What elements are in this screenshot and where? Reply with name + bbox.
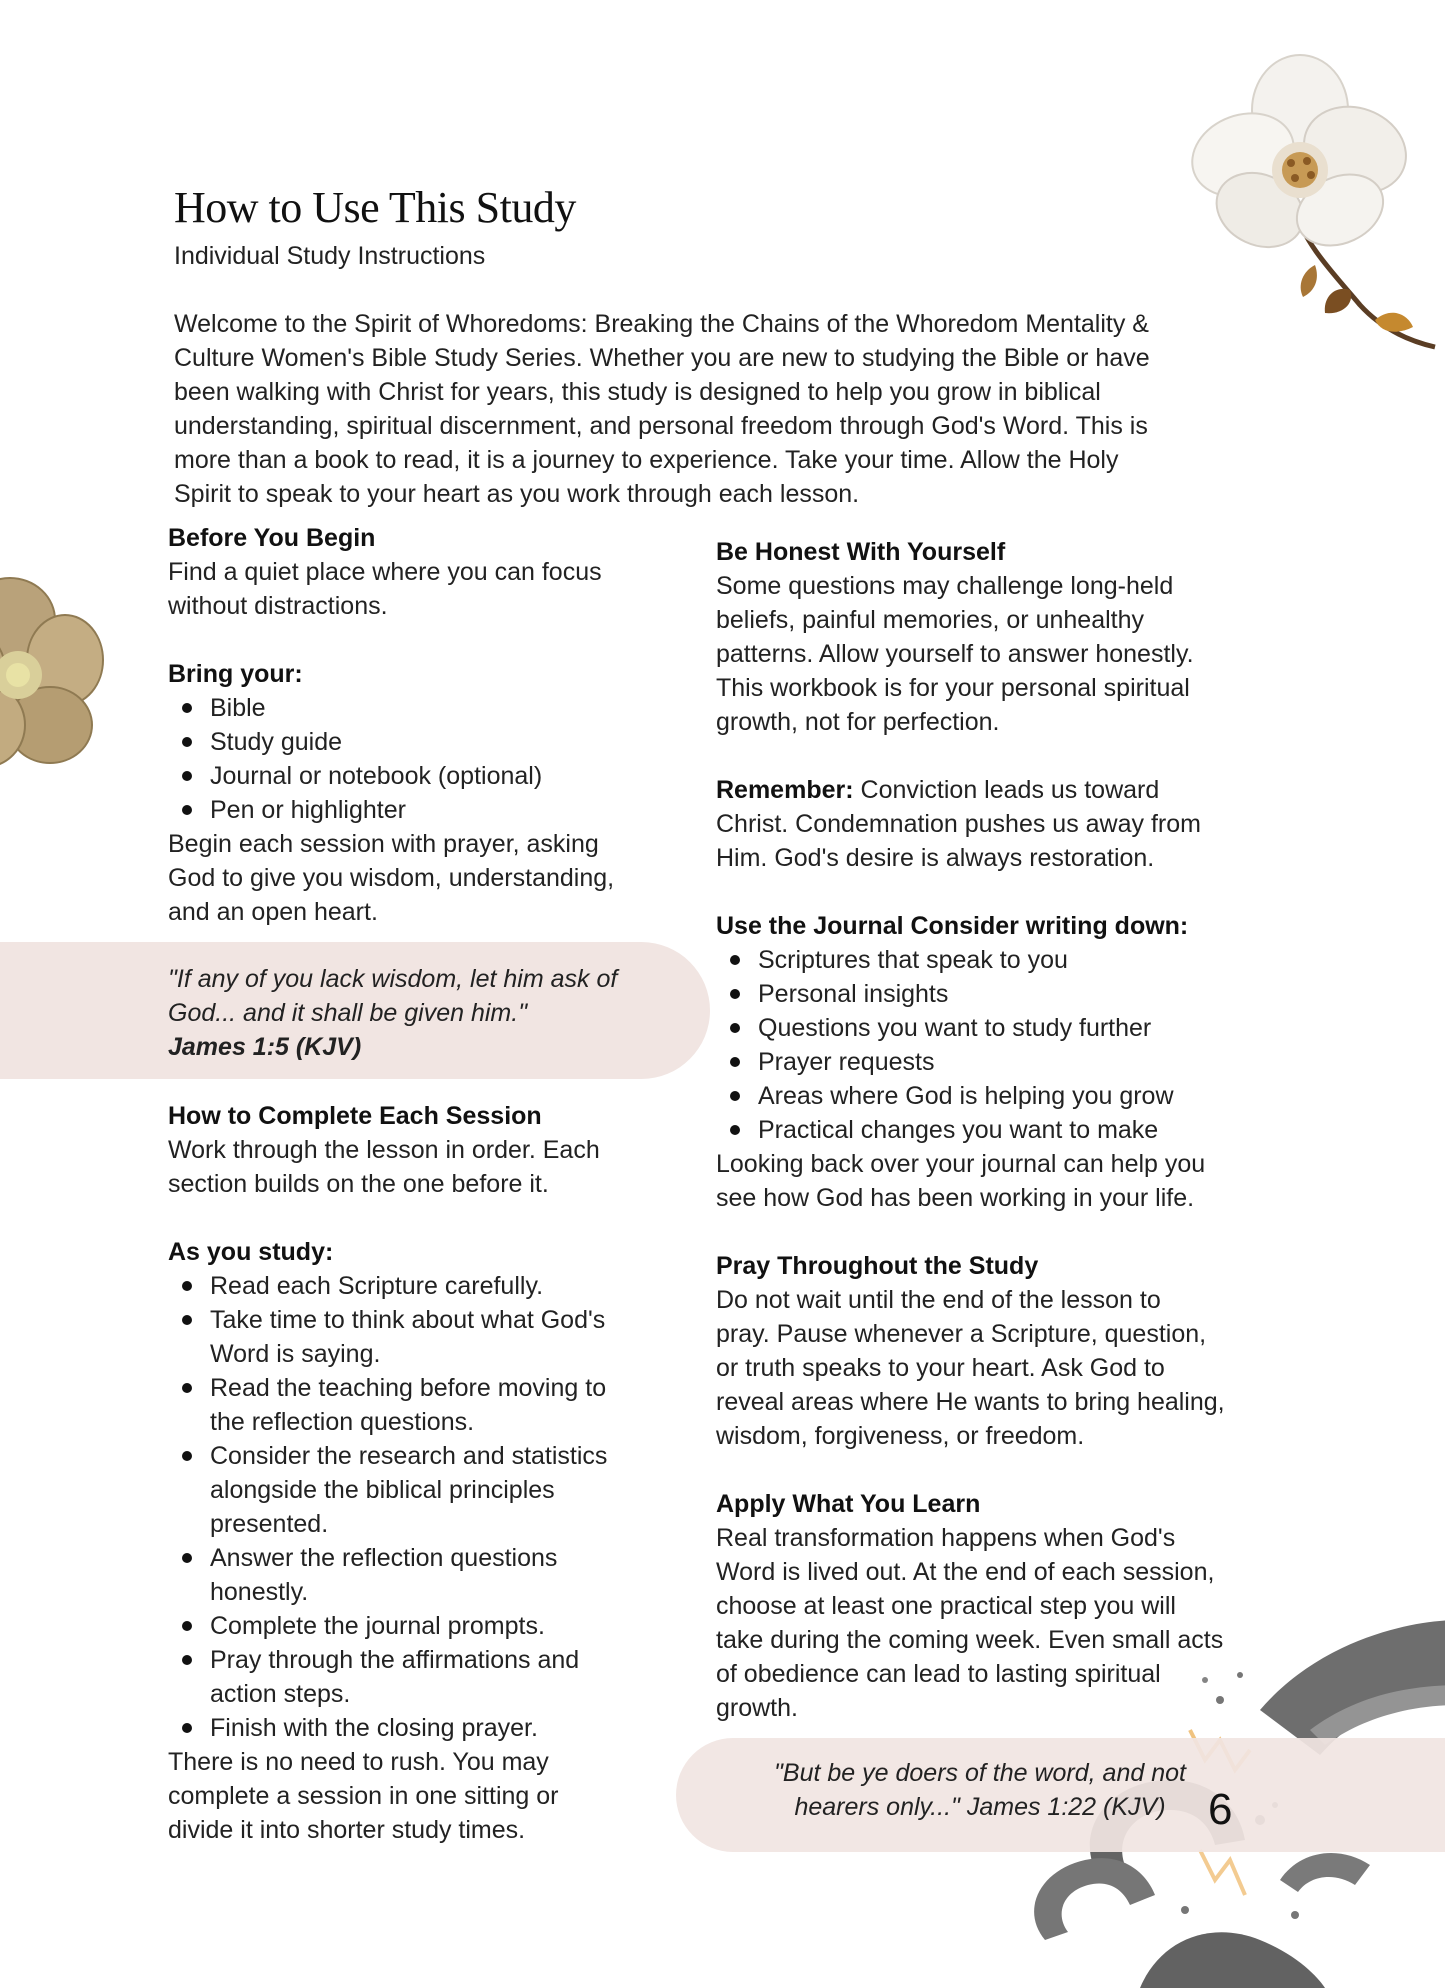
list-item: Areas where God is helping you grow	[716, 1079, 1286, 1113]
page-subtitle: Individual Study Instructions	[174, 242, 486, 270]
bullet-icon	[182, 1315, 192, 1325]
section-heading-apply: Apply What You Learn	[716, 1490, 981, 1518]
list-item: Answer the reflection questions honestly.	[168, 1541, 708, 1609]
text-line: growth.	[716, 1694, 798, 1722]
text-line: There is no need to rush. You may	[168, 1748, 549, 1776]
remember-line	[716, 773, 1286, 807]
bullet-icon	[730, 955, 740, 965]
text-line: pray. Pause whenever a Scripture, question,	[716, 1320, 1207, 1348]
intro-line: been walking with Christ for years, this study is designed to help you grow in biblical	[174, 378, 1101, 406]
scripture-quote-james-1-5	[168, 962, 617, 1064]
list-item: Practical changes you want to make	[716, 1113, 1286, 1147]
intro-line: understanding, spiritual discernment, and personal freedom through God's Word. This is	[174, 412, 1148, 440]
text-line: see how God has been working in your life.	[716, 1184, 1195, 1212]
bullet-icon	[730, 1057, 740, 1067]
intro-line: Welcome to the Spirit of Whoredoms: Breaking the Chains of the Whoredom Mentality &	[174, 310, 1149, 338]
quote-line: "If any of you lack wisdom, let him ask of	[168, 965, 618, 993]
bullet-icon	[182, 1451, 192, 1461]
section-heading-use-journal: Use the Journal Consider writing down:	[716, 912, 1189, 940]
bullet-icon	[182, 1655, 192, 1665]
text-line: without distractions.	[168, 592, 388, 620]
bullet-icon	[730, 1125, 740, 1135]
bullet-icon	[182, 1281, 192, 1291]
text-line: growth, not for perfection.	[716, 708, 1000, 736]
gold-flower-icon	[0, 575, 105, 775]
bullet-icon	[730, 989, 740, 999]
list-item: Pray through the affirmations and action steps.	[168, 1643, 708, 1711]
bullet-icon	[182, 737, 192, 747]
quote-reference: James 1:5 (KJV)	[168, 1033, 362, 1061]
bullet-icon	[730, 1023, 740, 1033]
bullet-icon	[182, 1383, 192, 1393]
list-item: Study guide	[168, 725, 708, 759]
section-heading-as-you-study: As you study:	[168, 1238, 334, 1266]
list-item: Bible	[168, 691, 708, 725]
text-line: complete a session in one sitting or	[168, 1782, 559, 1810]
bullet-icon	[182, 771, 192, 781]
list-item: Read the teaching before moving to the reflection questions.	[168, 1371, 708, 1439]
text-line: Some questions may challenge long-held	[716, 572, 1174, 600]
text-line: Him. God's desire is always restoration.	[716, 844, 1155, 872]
bullet-icon	[730, 1091, 740, 1101]
text-line: and an open heart.	[168, 898, 378, 926]
left-column	[168, 521, 708, 1847]
text-line: Word is lived out. At the end of each session,	[716, 1558, 1215, 1586]
text-line: section builds on the one before it.	[168, 1170, 549, 1198]
text-line: Begin each session with prayer, asking	[168, 830, 599, 858]
study-list	[168, 1269, 708, 1745]
list-item: Pen or highlighter	[168, 793, 708, 827]
quote-line: "But be ye doers of the word, and not	[774, 1759, 1186, 1787]
section-heading-bring-your: Bring your:	[168, 660, 303, 688]
text-line: Christ. Condemnation pushes us away from	[716, 810, 1201, 838]
journal-list	[716, 943, 1286, 1147]
scripture-quote-james-1-22	[690, 1756, 1270, 1824]
text-line: God to give you wisdom, understanding,	[168, 864, 615, 892]
intro-paragraph	[174, 307, 1264, 511]
text-line: patterns. Allow yourself to answer honestly.	[716, 640, 1194, 668]
text-line: Work through the lesson in order. Each	[168, 1136, 600, 1164]
section-heading-complete-session: How to Complete Each Session	[168, 1102, 542, 1130]
remember-label: Remember:	[716, 776, 854, 804]
list-item: Personal insights	[716, 977, 1286, 1011]
quote-line: hearers only..." James 1:22 (KJV)	[794, 1793, 1166, 1821]
quote-line: God... and it shall be given him."	[168, 999, 528, 1027]
intro-line: Culture Women's Bible Study Series. Whether you are new to studying the Bible or have	[174, 344, 1150, 372]
page-title: How to Use This Study	[174, 183, 576, 232]
section-heading-before-you-begin: Before You Begin	[168, 524, 376, 552]
bring-list	[168, 691, 708, 827]
bullet-icon	[182, 1723, 192, 1733]
list-item: Questions you want to study further	[716, 1011, 1286, 1045]
remember-text: Conviction leads us toward	[853, 776, 1160, 804]
intro-line: more than a book to read, it is a journey to experience. Take your time. Allow the Holy	[174, 446, 1119, 474]
list-item: Finish with the closing prayer.	[168, 1711, 708, 1745]
list-item: Prayer requests	[716, 1045, 1286, 1079]
list-item: Complete the journal prompts.	[168, 1609, 708, 1643]
bullet-icon	[182, 1621, 192, 1631]
list-item: Journal or notebook (optional)	[168, 759, 708, 793]
text-line: wisdom, forgiveness, or freedom.	[716, 1422, 1085, 1450]
section-heading-pray-throughout: Pray Throughout the Study	[716, 1252, 1039, 1280]
text-line: divide it into shorter study times.	[168, 1816, 526, 1844]
text-line: choose at least one practical step you will	[716, 1592, 1176, 1620]
text-line: beliefs, painful memories, or unhealthy	[716, 606, 1145, 634]
text-line: of obedience can lead to lasting spiritual	[716, 1660, 1161, 1688]
text-line: reveal areas where He wants to bring healing,	[716, 1388, 1225, 1416]
section-heading-be-honest: Be Honest With Yourself	[716, 538, 1006, 566]
text-line: Find a quiet place where you can focus	[168, 558, 602, 586]
text-line: Do not wait until the end of the lesson to	[716, 1286, 1161, 1314]
bullet-icon	[182, 805, 192, 815]
list-item: Read each Scripture carefully.	[168, 1269, 708, 1303]
text-line: or truth speaks to your heart. Ask God to	[716, 1354, 1165, 1382]
list-item: Scriptures that speak to you	[716, 943, 1286, 977]
text-line: This workbook is for your personal spiritual	[716, 674, 1190, 702]
bullet-icon	[182, 1553, 192, 1563]
text-line: take during the coming week. Even small acts	[716, 1626, 1224, 1654]
text-line: Real transformation happens when God's	[716, 1524, 1176, 1552]
list-item: Take time to think about what God's Word is saying.	[168, 1303, 708, 1371]
list-item: Consider the research and statistics alongside the biblical principles presented.	[168, 1439, 708, 1541]
text-line: Looking back over your journal can help you	[716, 1150, 1206, 1178]
intro-line: Spirit to speak to your heart as you work through each lesson.	[174, 480, 860, 508]
page-number: 6	[1208, 1785, 1233, 1834]
right-column	[716, 535, 1286, 1725]
bullet-icon	[182, 703, 192, 713]
